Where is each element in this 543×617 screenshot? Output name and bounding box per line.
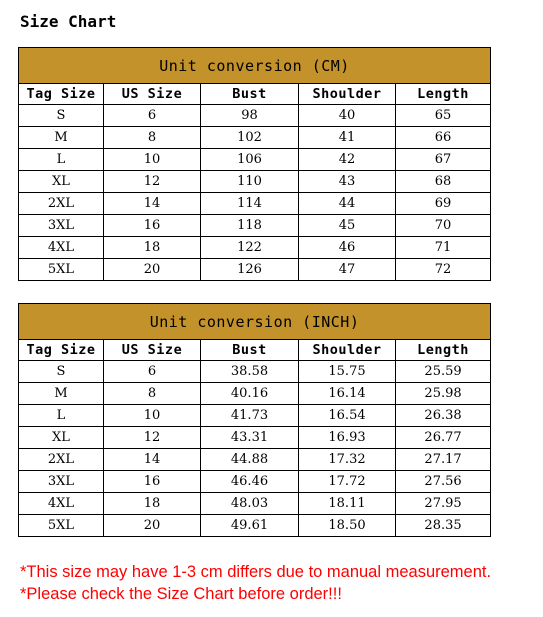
us-size-cell: 18 bbox=[104, 493, 201, 515]
shoulder-cell: 43 bbox=[299, 171, 396, 193]
bust-cell: 48.03 bbox=[201, 493, 299, 515]
tag-size-cell: 4XL bbox=[19, 493, 104, 515]
bust-cell: 102 bbox=[201, 127, 299, 149]
bust-cell: 43.31 bbox=[201, 427, 299, 449]
length-cell: 69 bbox=[396, 193, 491, 215]
tag-size-cell: XL bbox=[19, 427, 104, 449]
column-header: US Size bbox=[104, 340, 201, 361]
us-size-cell: 8 bbox=[104, 383, 201, 405]
table-row bbox=[19, 427, 491, 449]
bust-cell: 38.58 bbox=[201, 361, 299, 383]
length-cell: 25.98 bbox=[396, 383, 491, 405]
us-size-cell: 6 bbox=[104, 105, 201, 127]
tag-size-cell: 2XL bbox=[19, 449, 104, 471]
us-size-cell: 20 bbox=[104, 259, 201, 281]
note-line: *This size may have 1-3 cm differs due to manual measurement. bbox=[20, 563, 492, 581]
length-cell: 27.56 bbox=[396, 471, 491, 493]
column-header: Bust bbox=[201, 84, 299, 105]
length-cell: 71 bbox=[396, 237, 491, 259]
table-row bbox=[19, 171, 491, 193]
shoulder-cell: 18.11 bbox=[299, 493, 396, 515]
length-cell: 26.38 bbox=[396, 405, 491, 427]
tag-size-cell: L bbox=[19, 405, 104, 427]
us-size-cell: 20 bbox=[104, 515, 201, 537]
bust-cell: 49.61 bbox=[201, 515, 299, 537]
column-header: Length bbox=[396, 340, 491, 361]
shoulder-cell: 44 bbox=[299, 193, 396, 215]
note-line: *Please check the Size Chart before order!!! bbox=[20, 585, 342, 603]
length-cell: 70 bbox=[396, 215, 491, 237]
table-row bbox=[19, 127, 491, 149]
notes bbox=[20, 561, 491, 605]
shoulder-cell: 16.14 bbox=[299, 383, 396, 405]
size-table-inch bbox=[18, 303, 491, 537]
table-row bbox=[19, 449, 491, 471]
bust-cell: 110 bbox=[201, 171, 299, 193]
table-caption: Unit conversion (INCH) bbox=[19, 304, 491, 340]
tag-size-cell: M bbox=[19, 383, 104, 405]
bust-cell: 41.73 bbox=[201, 405, 299, 427]
table-row bbox=[19, 515, 491, 537]
length-cell: 26.77 bbox=[396, 427, 491, 449]
bust-cell: 44.88 bbox=[201, 449, 299, 471]
length-cell: 66 bbox=[396, 127, 491, 149]
table-row bbox=[19, 215, 491, 237]
column-header: Shoulder bbox=[299, 340, 396, 361]
shoulder-cell: 46 bbox=[299, 237, 396, 259]
table-caption: Unit conversion (CM) bbox=[19, 48, 491, 84]
bust-cell: 114 bbox=[201, 193, 299, 215]
length-cell: 27.17 bbox=[396, 449, 491, 471]
shoulder-cell: 18.50 bbox=[299, 515, 396, 537]
table-row bbox=[19, 259, 491, 281]
bust-cell: 126 bbox=[201, 259, 299, 281]
table-row bbox=[19, 361, 491, 383]
shoulder-cell: 41 bbox=[299, 127, 396, 149]
us-size-cell: 16 bbox=[104, 215, 201, 237]
us-size-cell: 6 bbox=[104, 361, 201, 383]
shoulder-cell: 17.32 bbox=[299, 449, 396, 471]
tag-size-cell: XL bbox=[19, 171, 104, 193]
tag-size-cell: S bbox=[19, 105, 104, 127]
table-row bbox=[19, 405, 491, 427]
table-row bbox=[19, 193, 491, 215]
bust-cell: 46.46 bbox=[201, 471, 299, 493]
us-size-cell: 14 bbox=[104, 193, 201, 215]
us-size-cell: 12 bbox=[104, 427, 201, 449]
table-row bbox=[19, 237, 491, 259]
shoulder-cell: 40 bbox=[299, 105, 396, 127]
bust-cell: 122 bbox=[201, 237, 299, 259]
tag-size-cell: 2XL bbox=[19, 193, 104, 215]
length-cell: 72 bbox=[396, 259, 491, 281]
column-header: US Size bbox=[104, 84, 201, 105]
tag-size-cell: M bbox=[19, 127, 104, 149]
us-size-cell: 16 bbox=[104, 471, 201, 493]
bust-cell: 106 bbox=[201, 149, 299, 171]
size-table-cm bbox=[18, 47, 491, 281]
tag-size-cell: 5XL bbox=[19, 259, 104, 281]
us-size-cell: 10 bbox=[104, 405, 201, 427]
length-cell: 28.35 bbox=[396, 515, 491, 537]
column-header: Length bbox=[396, 84, 491, 105]
table-row bbox=[19, 105, 491, 127]
column-header: Bust bbox=[201, 340, 299, 361]
length-cell: 27.95 bbox=[396, 493, 491, 515]
tag-size-cell: 5XL bbox=[19, 515, 104, 537]
header-row bbox=[19, 340, 491, 361]
bust-cell: 40.16 bbox=[201, 383, 299, 405]
bust-cell: 98 bbox=[201, 105, 299, 127]
length-cell: 67 bbox=[396, 149, 491, 171]
shoulder-cell: 47 bbox=[299, 259, 396, 281]
column-header: Shoulder bbox=[299, 84, 396, 105]
us-size-cell: 10 bbox=[104, 149, 201, 171]
column-header: Tag Size bbox=[19, 340, 104, 361]
column-header: Tag Size bbox=[19, 84, 104, 105]
page-title: Size Chart bbox=[20, 12, 117, 31]
header-row bbox=[19, 84, 491, 105]
shoulder-cell: 16.93 bbox=[299, 427, 396, 449]
length-cell: 68 bbox=[396, 171, 491, 193]
shoulder-cell: 42 bbox=[299, 149, 396, 171]
bust-cell: 118 bbox=[201, 215, 299, 237]
table-row bbox=[19, 471, 491, 493]
us-size-cell: 14 bbox=[104, 449, 201, 471]
length-cell: 65 bbox=[396, 105, 491, 127]
table-row bbox=[19, 149, 491, 171]
shoulder-cell: 45 bbox=[299, 215, 396, 237]
tag-size-cell: L bbox=[19, 149, 104, 171]
us-size-cell: 18 bbox=[104, 237, 201, 259]
us-size-cell: 12 bbox=[104, 171, 201, 193]
tag-size-cell: 3XL bbox=[19, 215, 104, 237]
shoulder-cell: 17.72 bbox=[299, 471, 396, 493]
tag-size-cell: 3XL bbox=[19, 471, 104, 493]
table-row bbox=[19, 383, 491, 405]
shoulder-cell: 15.75 bbox=[299, 361, 396, 383]
shoulder-cell: 16.54 bbox=[299, 405, 396, 427]
us-size-cell: 8 bbox=[104, 127, 201, 149]
tag-size-cell: S bbox=[19, 361, 104, 383]
table-row bbox=[19, 493, 491, 515]
tag-size-cell: 4XL bbox=[19, 237, 104, 259]
length-cell: 25.59 bbox=[396, 361, 491, 383]
